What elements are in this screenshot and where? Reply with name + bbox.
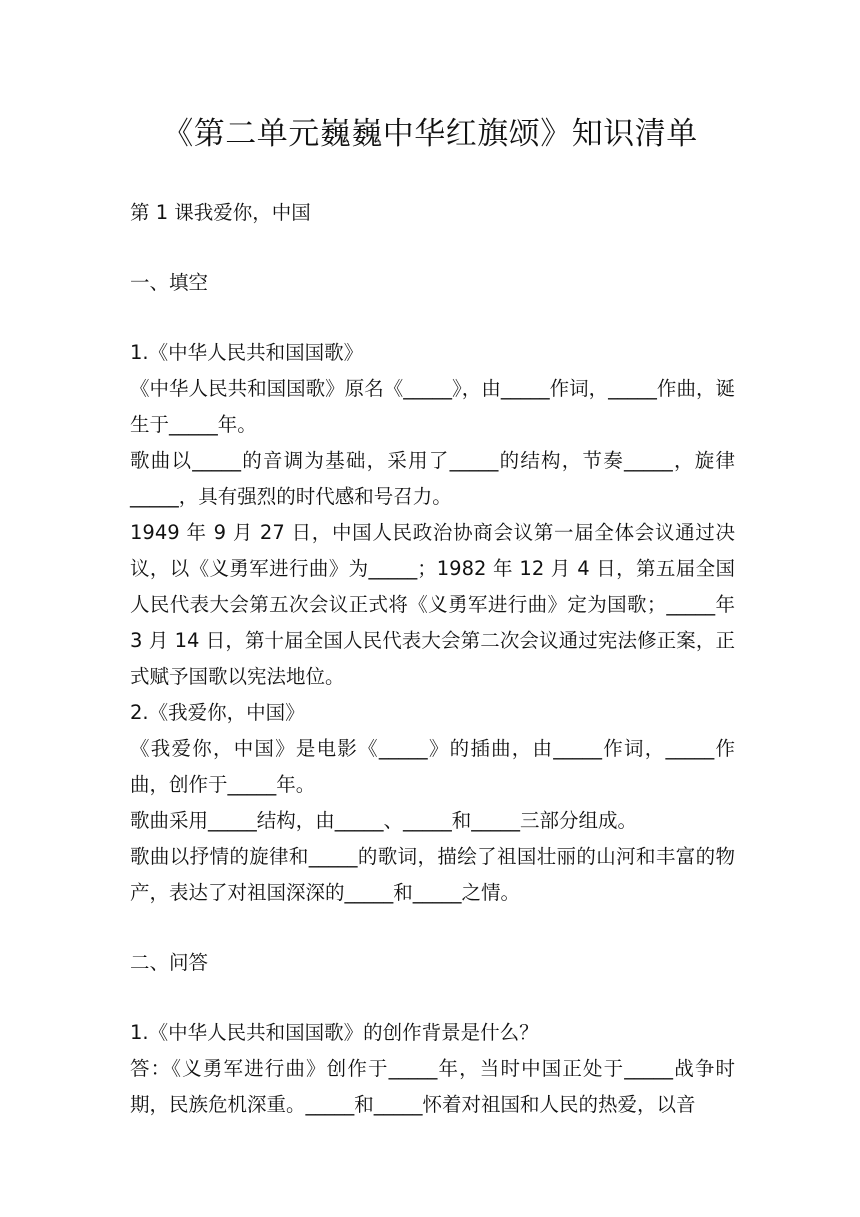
- document-body: [130, 195, 735, 1123]
- lesson-heading: 第 1 课我爱你，中国: [130, 201, 311, 224]
- item-1-paragraph-1: 《中华人民共和国国歌》原名《_____》，由_____作词，_____作曲，诞生于_____年。: [130, 377, 735, 436]
- question-1-heading: 1.《中华人民共和国国歌》的创作背景是什么？: [130, 1021, 539, 1044]
- item-2-paragraph-1: 《我爱你，中国》是电影《_____》的插曲，由_____作词，_____作曲，创作于_____年。: [130, 737, 735, 796]
- item-1-paragraph-2: 歌曲以_____的音调为基础，采用了_____的结构，节奏_____，旋律_____，具有强烈的时代感和号召力。: [130, 449, 735, 508]
- question-1-answer: 答：《义勇军进行曲》创作于_____年，当时中国正处于_____战争时期，民族危机深重。_____和_____怀着对祖国和人民的热爱，以音: [130, 1057, 735, 1116]
- document-title: 《第二单元巍巍中华红旗颂》知识清单: [162, 116, 698, 152]
- item-2-paragraph-2: 歌曲采用_____结构，由_____、_____和_____三部分组成。: [130, 809, 638, 832]
- item-1-heading: 1.《中华人民共和国国歌》: [130, 341, 364, 364]
- spacer: [130, 301, 735, 335]
- section-heading-fill-in: 一、填空: [130, 271, 209, 294]
- spacer: [130, 231, 735, 265]
- item-2-paragraph-3: 歌曲以抒情的旋律和_____的歌词，描绘了祖国壮丽的山河和丰富的物产，表达了对祖国深深的_____和_____之情。: [130, 845, 735, 904]
- section-heading-q-and-a: 二、问答: [130, 951, 209, 974]
- item-2-heading: 2.《我爱你，中国》: [130, 701, 305, 724]
- item-1-paragraph-3: 1949 年 9 月 27 日，中国人民政治协商会议第一届全体会议通过决议，以《义勇军进行曲》为_____；1982 年 12 月 4 日，第五届全国人民代表大会第五次会议正式将《义勇军进行曲》定为国歌；_____年 3 月 14 日，第十届全国人民代表大会第二次会议通过宪法修正案，正式赋予国歌以宪法地位。: [130, 521, 735, 688]
- spacer: [130, 911, 735, 945]
- spacer: [130, 981, 735, 1015]
